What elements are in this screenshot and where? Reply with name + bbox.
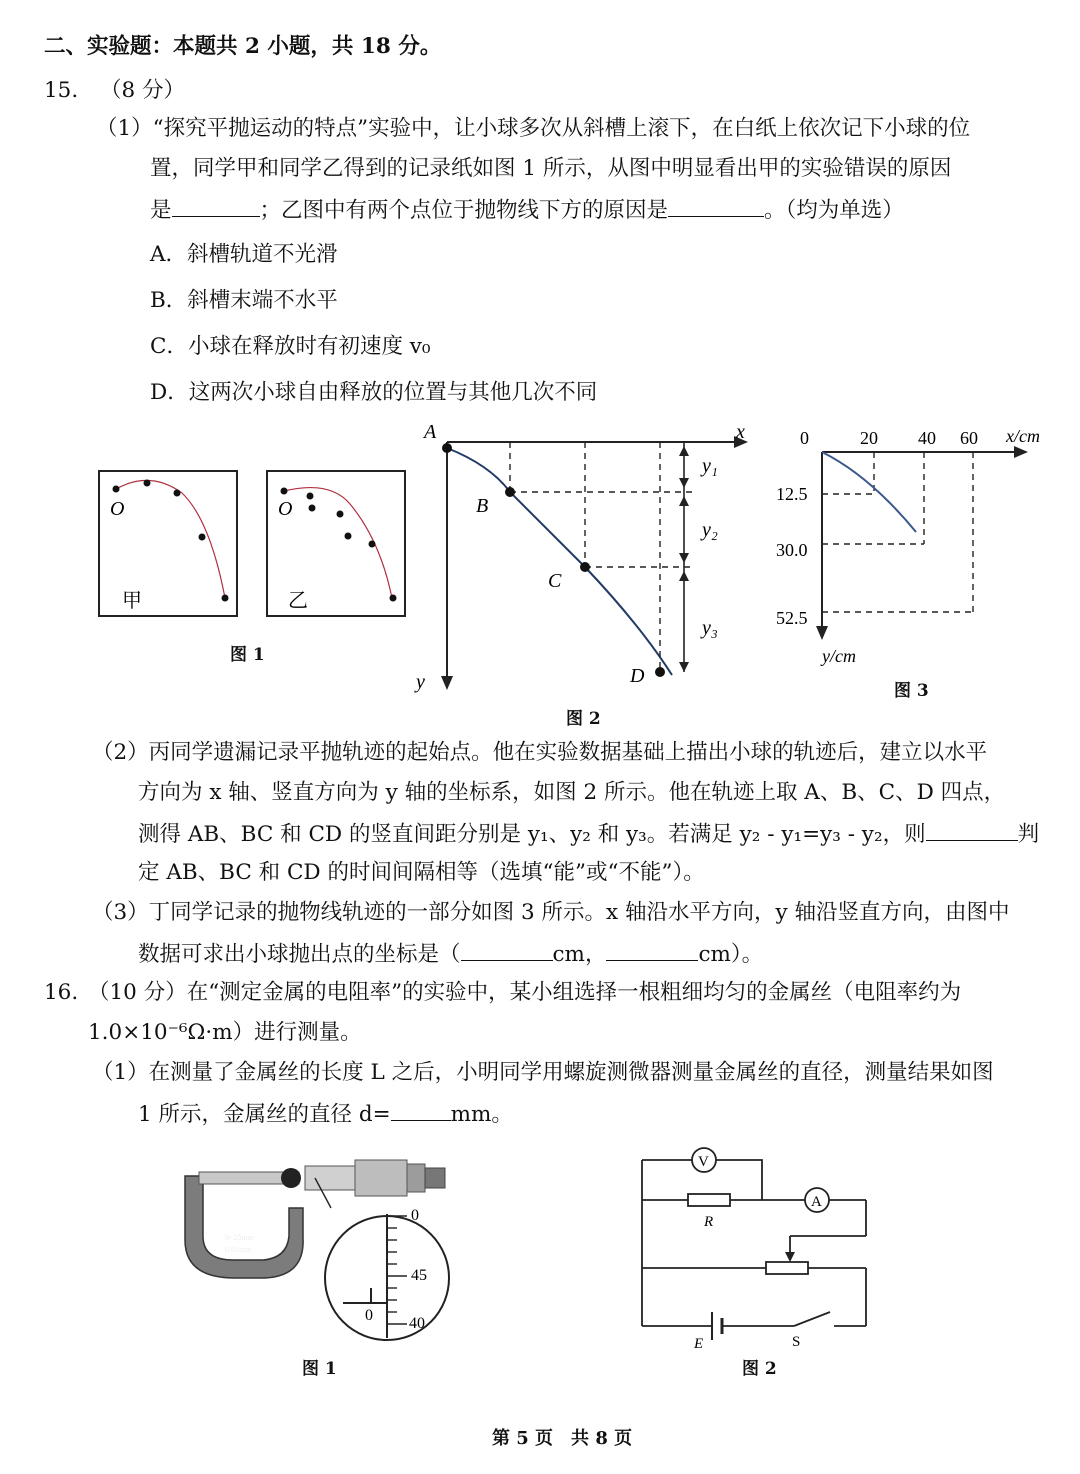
q15-figure-2 bbox=[410, 420, 770, 700]
point-b bbox=[505, 487, 515, 497]
option-d: D．这两次小球自由释放的位置与其他几次不同 bbox=[150, 380, 598, 405]
battery-label: E bbox=[694, 1336, 704, 1350]
y-tick: 12.5 bbox=[776, 484, 808, 504]
point bbox=[307, 493, 314, 500]
x-tick: 40 bbox=[918, 428, 936, 448]
q16-number: 16. bbox=[44, 980, 79, 1005]
y-axis-arrow bbox=[816, 626, 828, 640]
y-label: y bbox=[416, 671, 425, 693]
label-o: O bbox=[278, 498, 293, 520]
trajectory-curve bbox=[447, 448, 672, 675]
q15-p3-line1: （3）丁同学记录的抛物线轨迹的一部分如图 3 所示。x 轴沿水平方向，y 轴沿竖直方向，由图中 bbox=[92, 900, 1010, 925]
q15-p1-line3c: 。（均为单选） bbox=[764, 198, 904, 223]
q16-line2: 1.0×10⁻⁶Ω·m）进行测量。 bbox=[88, 1020, 362, 1045]
answer-blank-4[interactable] bbox=[461, 938, 553, 961]
label-o: O bbox=[110, 498, 125, 520]
point bbox=[309, 505, 316, 512]
sleeve bbox=[305, 1166, 355, 1190]
trajectory-yi bbox=[284, 488, 392, 598]
answer-blank-3[interactable] bbox=[926, 818, 1018, 841]
answer-blank-1[interactable] bbox=[172, 194, 260, 217]
guide-lines bbox=[822, 452, 973, 612]
section-title: 二、实验题：本题共 2 小题，共 18 分。 bbox=[44, 34, 442, 59]
thimble-label: 45 bbox=[411, 1267, 427, 1284]
option-a: A．斜槽轨道不光滑 bbox=[150, 242, 338, 267]
thimble-label: 40 bbox=[409, 1315, 425, 1332]
q16-p1-line2b: mm。 bbox=[450, 1102, 513, 1127]
q16-fig1-caption: 图 1 bbox=[302, 1359, 337, 1379]
label-y2: y₂ bbox=[702, 519, 718, 541]
point bbox=[345, 533, 352, 540]
q15-p2-line3b: 判 bbox=[1017, 822, 1040, 847]
answer-blank-6[interactable] bbox=[391, 1098, 451, 1121]
q15-p1-line1: （1）“探究平抛运动的特点”实验中，让小球多次从斜槽上滚下，在白纸上依次记下小球的位 bbox=[96, 116, 971, 141]
q15-number: 15. bbox=[44, 78, 79, 103]
trajectory-segment bbox=[822, 452, 916, 532]
label-d: D bbox=[630, 665, 645, 687]
ratchet-cap bbox=[425, 1168, 445, 1188]
q15-p2-line1: （2）丙同学遗漏记录平抛轨迹的起始点。他在实验数据基础上描出小球的轨迹后，建立以水平 bbox=[92, 740, 988, 765]
thimble-label: 0 bbox=[411, 1207, 419, 1224]
record-sheet-jia bbox=[99, 471, 237, 616]
point-d bbox=[655, 667, 665, 677]
rheostat bbox=[766, 1262, 808, 1274]
q15-p2-line4: 定 AB、BC 和 CD 的时间间隔相等（选填“能”或“不能”）。 bbox=[138, 860, 705, 885]
point bbox=[174, 490, 181, 497]
resistor-label: R bbox=[704, 1214, 714, 1230]
q15-p2-line3a: 测得 AB、BC 和 CD 的竖直间距分别是 y₁、y₂ 和 y₃。若满足 y₂ - y₁=y₃ - y₂，则 bbox=[138, 822, 926, 847]
point bbox=[390, 595, 397, 602]
q15-figure-3 bbox=[770, 420, 1070, 680]
frame-text: 0~25mm bbox=[225, 1233, 254, 1242]
point bbox=[337, 511, 344, 518]
q15-p1-line3a: 是 bbox=[150, 198, 172, 223]
point bbox=[222, 595, 229, 602]
q15-p2-line3 bbox=[138, 818, 1039, 850]
main-scale-label: 0 bbox=[365, 1307, 373, 1324]
switch-label: S bbox=[792, 1334, 801, 1350]
q15-p3-line2b: cm， bbox=[552, 942, 607, 967]
point-a bbox=[442, 443, 452, 453]
micrometer-frame bbox=[185, 1176, 303, 1278]
answer-blank-2[interactable] bbox=[668, 194, 764, 217]
rheostat-slider bbox=[785, 1252, 795, 1262]
y-axis-arrow bbox=[441, 676, 453, 690]
label-y1: y₁ bbox=[702, 455, 718, 477]
origin-label: 0 bbox=[800, 428, 809, 448]
q15-p3-line2 bbox=[138, 938, 763, 970]
q15-figure-1 bbox=[90, 460, 420, 670]
label-c: C bbox=[548, 570, 562, 592]
resistor-r bbox=[688, 1194, 730, 1206]
label-y3: y₃ bbox=[702, 617, 718, 639]
q15-score: （8 分） bbox=[100, 78, 186, 103]
x-axis-arrow bbox=[1014, 446, 1028, 458]
label-a: A bbox=[424, 421, 437, 443]
circuit-wires bbox=[642, 1160, 866, 1326]
point bbox=[113, 486, 120, 493]
q15-p3-line2a: 数据可求出小球抛出点的坐标是（ bbox=[138, 942, 461, 967]
x-tick: 20 bbox=[860, 428, 878, 448]
q15-fig2-caption: 图 2 bbox=[566, 709, 601, 729]
y-tick: 30.0 bbox=[776, 540, 808, 560]
trajectory-jia bbox=[116, 480, 225, 598]
ammeter-label: A bbox=[811, 1194, 822, 1210]
label-b: B bbox=[476, 495, 489, 517]
circuit-figure bbox=[630, 1140, 880, 1350]
point bbox=[199, 534, 206, 541]
point bbox=[144, 480, 151, 487]
micrometer-figure bbox=[175, 1148, 465, 1348]
y-tick: 52.5 bbox=[776, 608, 808, 628]
ratchet bbox=[407, 1164, 425, 1192]
point bbox=[281, 488, 288, 495]
label-jia: 甲 bbox=[122, 590, 142, 612]
q16-fig2-caption: 图 2 bbox=[742, 1359, 777, 1379]
x-tick: 60 bbox=[960, 428, 978, 448]
q15-p1-line3 bbox=[150, 194, 904, 226]
q15-p1-line2: 置，同学甲和同学乙得到的记录纸如图 1 所示，从图中明显看出甲的实验错误的原因 bbox=[150, 156, 952, 181]
q15-fig3-caption: 图 3 bbox=[894, 681, 929, 701]
label-yi: 乙 bbox=[288, 590, 308, 612]
x-axis-label: x/cm bbox=[1006, 426, 1040, 446]
page-number: 第 5 页 共 8 页 bbox=[492, 1428, 633, 1449]
q16-p1-line2 bbox=[138, 1098, 513, 1130]
x-label: x bbox=[736, 421, 745, 443]
y-axis-label: y/cm bbox=[822, 646, 856, 666]
q15-p1-line3b: ；乙图中有两个点位于抛物线下方的原因是 bbox=[259, 198, 669, 223]
thimble bbox=[355, 1160, 407, 1196]
guide-lines bbox=[510, 442, 695, 675]
answer-blank-5[interactable] bbox=[606, 938, 698, 961]
q15-fig1-caption: 图 1 bbox=[230, 645, 265, 665]
point-c bbox=[580, 562, 590, 572]
frame-text: 0.01mm bbox=[225, 1245, 252, 1254]
voltmeter-label: V bbox=[698, 1154, 709, 1170]
q15-p3-line2c: cm）。 bbox=[698, 942, 764, 967]
point bbox=[369, 541, 376, 548]
option-b: B．斜槽末端不水平 bbox=[150, 288, 338, 313]
q16-line1: （10 分）在“测定金属的电阻率”的实验中，某小组选择一根粗细均匀的金属丝（电阻率约为 bbox=[88, 980, 962, 1005]
q16-p1-line2a: 1 所示，金属丝的直径 d= bbox=[138, 1102, 391, 1127]
option-c: C．小球在释放时有初速度 v₀ bbox=[150, 334, 431, 359]
q15-p2-line2: 方向为 x 轴、竖直方向为 y 轴的坐标系，如图 2 所示。他在轨迹上取 A、B、C、D 四点， bbox=[138, 780, 1006, 805]
lock-knob bbox=[281, 1168, 301, 1188]
q16-p1-line1: （1）在测量了金属丝的长度 L 之后，小明同学用螺旋测微器测量金属丝的直径，测量结果如图 bbox=[92, 1060, 994, 1085]
